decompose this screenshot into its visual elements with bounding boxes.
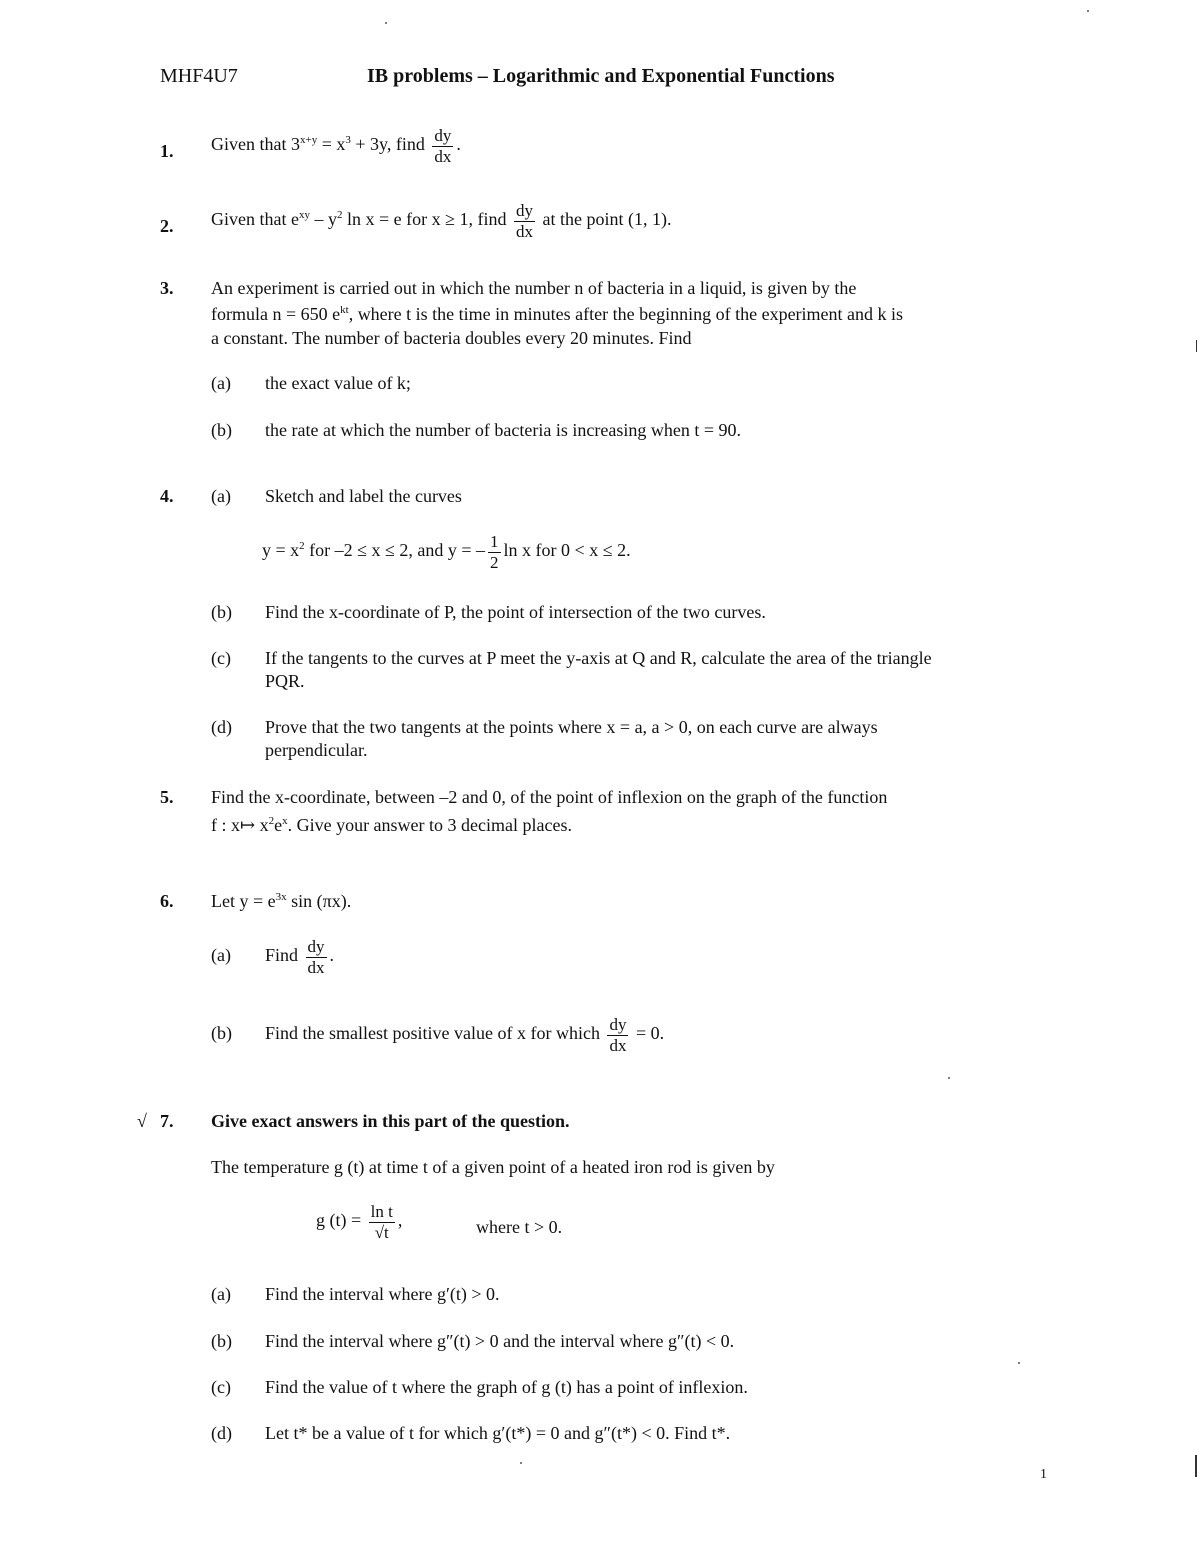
question-7-heading: Give exact answers in this part of the question. <box>211 1111 570 1131</box>
question-3b: (b) the rate at which the number of bacteria is increasing when t = 90. <box>211 420 741 440</box>
one-half-fraction: $\frac{1}{2}$ <box>490 532 499 572</box>
dy-dx-fraction: $\frac{dy}{dx}$ <box>307 937 325 977</box>
worksheet-title: IB problems – Logarithmic and Exponential Functions <box>367 65 835 87</box>
question-4a: (a) Sketch and label the curves <box>211 486 462 506</box>
scan-speck <box>1087 10 1089 12</box>
ln-t-over-root-t-fraction: $\frac{\text{ln t}}{√t}$ <box>370 1202 393 1242</box>
question-6-stem: Let $y = e^{3x}$ sin (πx). <box>211 891 352 911</box>
question-7-domain: where t > 0. <box>476 1217 563 1237</box>
handwritten-check-mark: √ <box>137 1111 147 1131</box>
question-1-text: Given that $3^{x+y} = x^3 + 3y$, find $\frac{dy}{dx}$ . <box>211 126 461 166</box>
question-6b: (b) Find the smallest positive value of x for which $\frac{dy}{dx}$ = 0. <box>211 1015 665 1055</box>
question-7c: (c) Find the value of t where the graph of g (t) has a point of inflexion. <box>211 1377 748 1397</box>
question-3-line-1: An experiment is carried out in which the number n of bacteria in a liquid, is given by the <box>211 278 857 298</box>
page-number: 1 <box>1040 1467 1047 1482</box>
question-5-number: 5. <box>160 787 174 807</box>
question-4d-text: Prove that the two tangents at the points where x = a, a > 0, on each curve are always perpendicular. <box>265 717 878 761</box>
question-6-number: 6. <box>160 891 174 911</box>
scan-speck <box>948 1077 950 1079</box>
question-3a: (a) the exact value of k; <box>211 373 411 393</box>
question-7-number: 7. <box>160 1111 174 1131</box>
scan-speck <box>520 1462 522 1464</box>
question-7-formula: g (t) = $\frac{\text{ln t}}{√t}$ , <box>316 1202 403 1242</box>
question-2-text: Given that $e^{xy} - y^2$ ln x = e for x ≥ 1, find $\frac{dy}{dx}$ at the point (1, 1). <box>211 201 672 241</box>
question-7a: (a) Find the interval where g′(t) > 0. <box>211 1284 500 1304</box>
question-4d-label: (d) <box>211 717 232 737</box>
question-7-stem: The temperature g (t) at time t of a given point of a heated iron rod is given by <box>211 1157 775 1177</box>
scan-edge-mark <box>1196 340 1197 352</box>
question-7b: (b) Find the interval where g″(t) > 0 and the interval where g″(t) < 0. <box>211 1331 735 1351</box>
question-4-curves: $y = x^2$ for –2 ≤ x ≤ 2, and y = – $\frac{1}{2}$ ln x for 0 < x ≤ 2. <box>262 532 631 572</box>
question-5-line-1: Find the x-coordinate, between –2 and 0, of the point of inflexion on the graph of the function <box>211 787 888 807</box>
question-6a: (a) Find $\frac{dy}{dx}$ . <box>211 937 335 977</box>
question-1-number: 1. <box>160 141 174 161</box>
scan-speck <box>385 22 387 24</box>
question-3-line-3: a constant. The number of bacteria doubles every 20 minutes. Find <box>211 328 692 348</box>
question-2-number: 2. <box>160 216 174 236</box>
dy-dx-fraction: $\frac{dy}{dx}$ <box>609 1015 627 1055</box>
dy-dx-fraction: $\frac{dy}{dx}$ <box>434 126 452 166</box>
question-3-number: 3. <box>160 278 174 298</box>
question-4c-text: If the tangents to the curves at P meet the y-axis at Q and R, calculate the area of the triangle PQR. <box>265 648 932 692</box>
course-code: MHF4U7 <box>160 65 238 87</box>
question-7d: (d) Let t* be a value of t for which g′(t*) = 0 and g″(t*) < 0. Find t*. <box>211 1423 731 1443</box>
question-4c-label: (c) <box>211 648 231 668</box>
question-5-line-2: f : x↦ $x^2e^x$. Give your answer to 3 decimal places. <box>211 815 572 835</box>
question-4-number: 4. <box>160 486 174 506</box>
question-3-line-2: formula n = 650 $e^{kt}$, where t is the time in minutes after the beginning of the experiment and k is <box>211 304 904 324</box>
dy-dx-fraction: $\frac{dy}{dx}$ <box>516 201 533 241</box>
scan-speck <box>1018 1362 1020 1364</box>
question-4b: (b) Find the x-coordinate of P, the point of intersection of the two curves. <box>211 602 766 622</box>
scan-edge-mark <box>1195 1455 1197 1477</box>
